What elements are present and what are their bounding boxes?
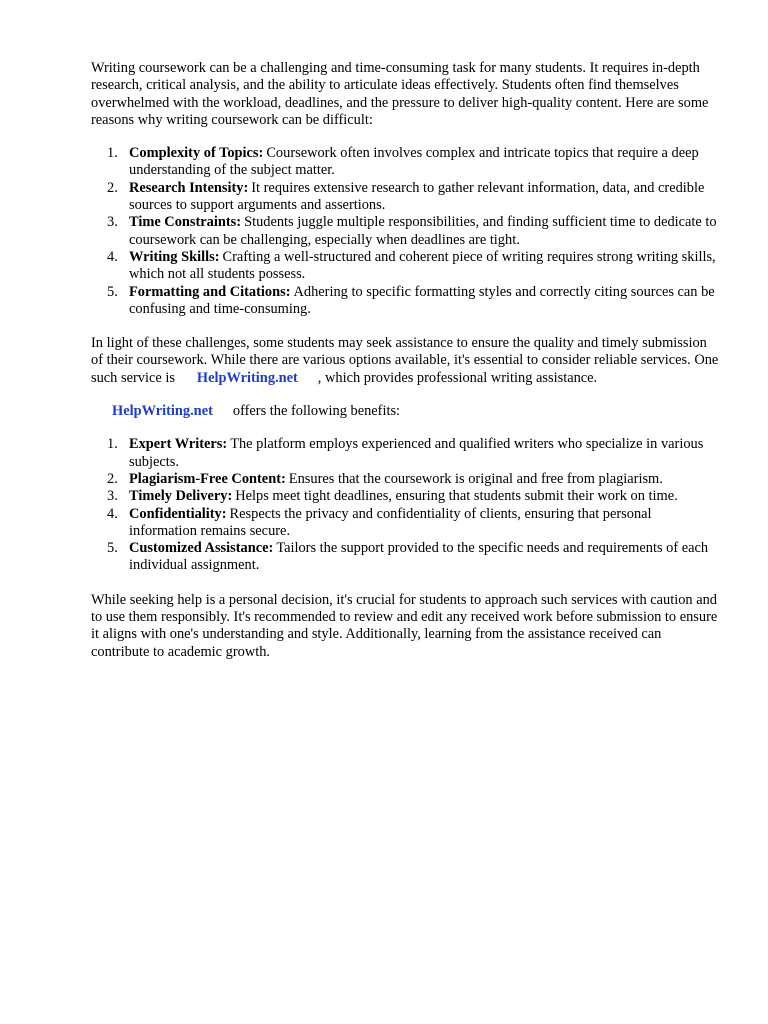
- list-number: 2.: [107, 470, 118, 487]
- list-number: 4.: [107, 505, 118, 522]
- list-text: It requires extensive research to gather relevant information, data, and credible sources to support arguments and assertions.: [129, 179, 705, 214]
- list-item: [91, 471, 721, 488]
- helpwriting-link-benefits[interactable]: HelpWriting.net: [112, 403, 213, 420]
- list-item: [91, 145, 721, 180]
- service-text-before: In light of these challenges, some students may seek assistance to ensure the quality and timely submission of their coursework. While there are various options available, it's essential to consider reliable services. One such service is: [91, 335, 719, 386]
- list-item: [91, 180, 721, 215]
- list-item: [91, 540, 721, 575]
- list-text: Crafting a well-structured and coherent piece of writing requires strong writing skills, which not all students possess.: [129, 248, 716, 283]
- list-text: Ensures that the coursework is original and free from plagiarism.: [288, 470, 663, 487]
- list-number: 1.: [107, 436, 118, 453]
- helpwriting-link[interactable]: HelpWriting.net: [196, 369, 298, 386]
- list-item: [91, 436, 721, 471]
- list-item: [91, 214, 721, 249]
- list-term: Plagiarism-Free Content:: [129, 470, 286, 487]
- difficulties-list: [91, 145, 721, 318]
- list-number: 5.: [107, 540, 118, 557]
- benefits-list: [91, 436, 721, 574]
- list-item: [91, 506, 721, 541]
- benefits-intro-text: offers the following benefits:: [232, 403, 401, 420]
- list-number: 1.: [107, 145, 118, 162]
- benefits-intro: [91, 403, 721, 420]
- list-text: Tailors the support provided to the specific needs and requirements of each individual assignment.: [129, 540, 709, 574]
- list-term: Research Intensity:: [129, 179, 249, 196]
- list-text: Respects the privacy and confidentiality of clients, ensuring that personal information remains secure.: [129, 505, 652, 539]
- list-term: Formatting and Citations:: [129, 283, 291, 300]
- list-term: Time Constraints:: [129, 214, 242, 231]
- list-term: Confidentiality:: [129, 505, 227, 522]
- list-term: Complexity of Topics:: [129, 145, 264, 162]
- document-page: [91, 60, 721, 661]
- list-text: Coursework often involves complex and intricate topics that require a deep understanding of the subject matter.: [129, 145, 699, 179]
- service-text-after: , which provides professional writing assistance.: [317, 369, 598, 386]
- list-item: [91, 284, 721, 319]
- list-term: Writing Skills:: [129, 248, 220, 265]
- closing-paragraph: While seeking help is a personal decision, it's crucial for students to approach such services with caution and to use them responsibly. It's recommended to review and edit any received work before submission to ensure it aligns with one's understanding and style. Additionally, learning from the assistance received can contribute to academic growth.: [91, 591, 718, 660]
- list-text: Helps meet tight deadlines, ensuring that students submit their work on time.: [235, 488, 678, 505]
- list-number: 5.: [107, 283, 118, 300]
- list-term: Customized Assistance:: [129, 540, 274, 557]
- service-paragraph: [91, 335, 721, 387]
- list-text: Adhering to specific formatting styles and correctly citing sources can be confusing and time-consuming.: [129, 283, 715, 317]
- list-text: Students juggle multiple responsibilities, and finding sufficient time to dedicate to coursework can be challenging, especially when deadlines are tight.: [129, 214, 717, 248]
- intro-paragraph: Writing coursework can be a challenging and time-consuming task for many students. It requires in-depth research, critical analysis, and the ability to articulate ideas effectively. Students often find themselves overwhelmed with the workload, deadlines, and the pressure to deliver high-quality content. Here are some reasons why writing coursework can be difficult:: [91, 60, 709, 128]
- list-number: 2.: [107, 179, 118, 196]
- list-term: Expert Writers:: [129, 436, 228, 453]
- list-number: 3.: [107, 488, 118, 505]
- list-number: 3.: [107, 214, 118, 231]
- list-item: [91, 488, 721, 505]
- list-term: Timely Delivery:: [129, 488, 233, 505]
- list-number: 4.: [107, 248, 118, 265]
- list-item: [91, 249, 721, 284]
- list-text: The platform employs experienced and qualified writers who specialize in various subjects.: [129, 436, 704, 470]
